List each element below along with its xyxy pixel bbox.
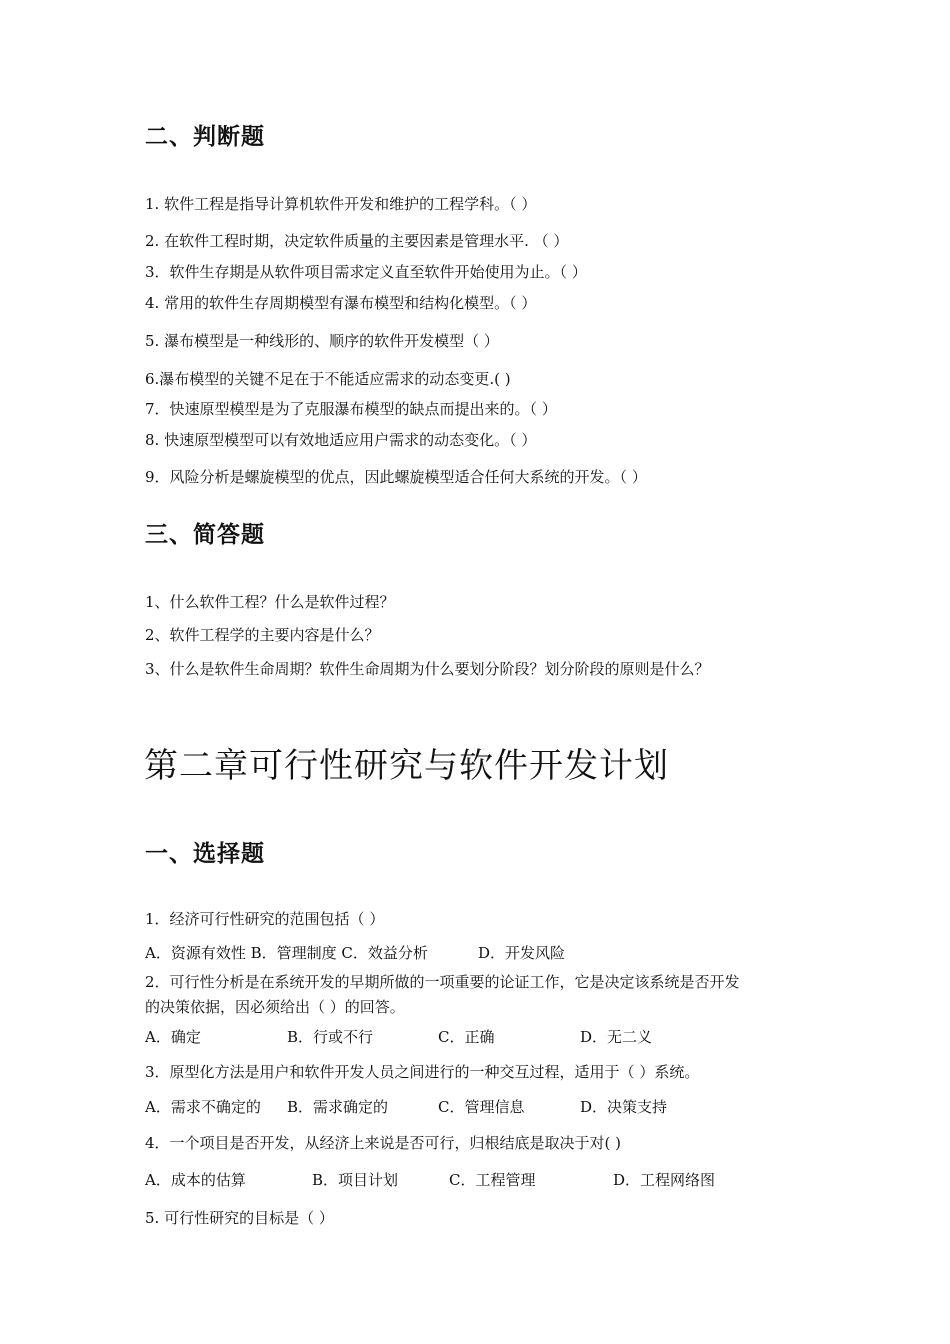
choice-q3-option-d: D．决策支持: [580, 1098, 668, 1116]
chapter-title: 第二章可行性研究与软件开发计划: [144, 746, 669, 786]
judge-item-3: 3．软件生存期是从软件项目需求定义直至软件开始使用为止。（ ）: [145, 263, 587, 281]
choice-q4-option-a: A．成本的估算: [145, 1171, 246, 1189]
choice-q1-option-d: D．开发风险: [478, 944, 566, 962]
choice-q2-option-b: B．行或不行: [287, 1028, 374, 1046]
choice-q2-option-c: C．正确: [438, 1028, 495, 1046]
short-answer-item-2: 2、软件工程学的主要内容是什么？: [145, 626, 380, 644]
short-answer-item-3: 3、什么是软件生命周期？软件生命周期为什么要划分阶段？划分阶段的原则是什么？: [145, 660, 710, 678]
choice-q2-option-d: D．无二义: [580, 1028, 653, 1046]
choice-q5: 5. 可行性研究的目标是（ ）: [145, 1209, 334, 1227]
judge-item-9: 9．风险分析是螺旋模型的优点，因此螺旋模型适合任何大系统的开发。（ ）: [145, 468, 647, 486]
judge-item-4: 4. 常用的软件生存周期模型有瀑布模型和结构化模型。（ ）: [145, 294, 537, 312]
judge-item-1: 1. 软件工程是指导计算机软件开发和维护的工程学科。（ ）: [145, 195, 537, 213]
choice-q4: 4．一个项目是否开发，从经济上来说是否可行，归根结底是取决于对( ): [145, 1134, 622, 1152]
choice-q2-option-a: A．确定: [145, 1028, 201, 1046]
choice-q2-line1: 2．可行性分析是在系统开发的早期所做的一项重要的论证工作，它是决定该系统是否开发: [145, 973, 740, 991]
choice-q3-option-c: C．管理信息: [438, 1098, 525, 1116]
choice-q4-option-b: B．项目计划: [312, 1171, 399, 1189]
choice-q3-option-a: A．需求不确定的: [145, 1098, 261, 1116]
choice-q1: 1．经济可行性研究的范围包括（ ）: [145, 910, 385, 928]
judge-item-2: 2. 在软件工程时期，决定软件质量的主要因素是管理水平. （ ）: [145, 232, 569, 250]
section-heading-short-answer: 三、简答题: [145, 522, 265, 548]
short-answer-item-1: 1、什么软件工程？什么是软件过程？: [145, 593, 395, 611]
section-heading-choice: 一、选择题: [145, 841, 265, 867]
choice-q1-options-abc: A．资源有效性 B．管理制度 C．效益分析: [145, 944, 428, 962]
choice-q4-option-c: C．工程管理: [449, 1171, 536, 1189]
choice-q4-option-d: D．工程网络图: [613, 1171, 716, 1189]
choice-q3: 3．原型化方法是用户和软件开发人员之间进行的一种交互过程，适用于（ ）系统。: [145, 1063, 700, 1081]
judge-item-7: 7．快速原型模型是为了克服瀑布模型的缺点而提出来的。（ ）: [145, 400, 557, 418]
judge-item-6: 6.瀑布模型的关键不足在于不能适应需求的动态变更.( ): [145, 370, 511, 388]
choice-q2-line2: 的决策依据，因必须给出（ ）的回答。: [145, 998, 405, 1016]
judge-item-5: 5. 瀑布模型是一种线形的、顺序的软件开发模型（ ）: [145, 332, 499, 350]
judge-item-8: 8. 快速原型模型可以有效地适应用户需求的动态变化。（ ）: [145, 431, 537, 449]
choice-q3-option-b: B．需求确定的: [287, 1098, 389, 1116]
section-heading-judgement: 二、判断题: [145, 124, 265, 150]
